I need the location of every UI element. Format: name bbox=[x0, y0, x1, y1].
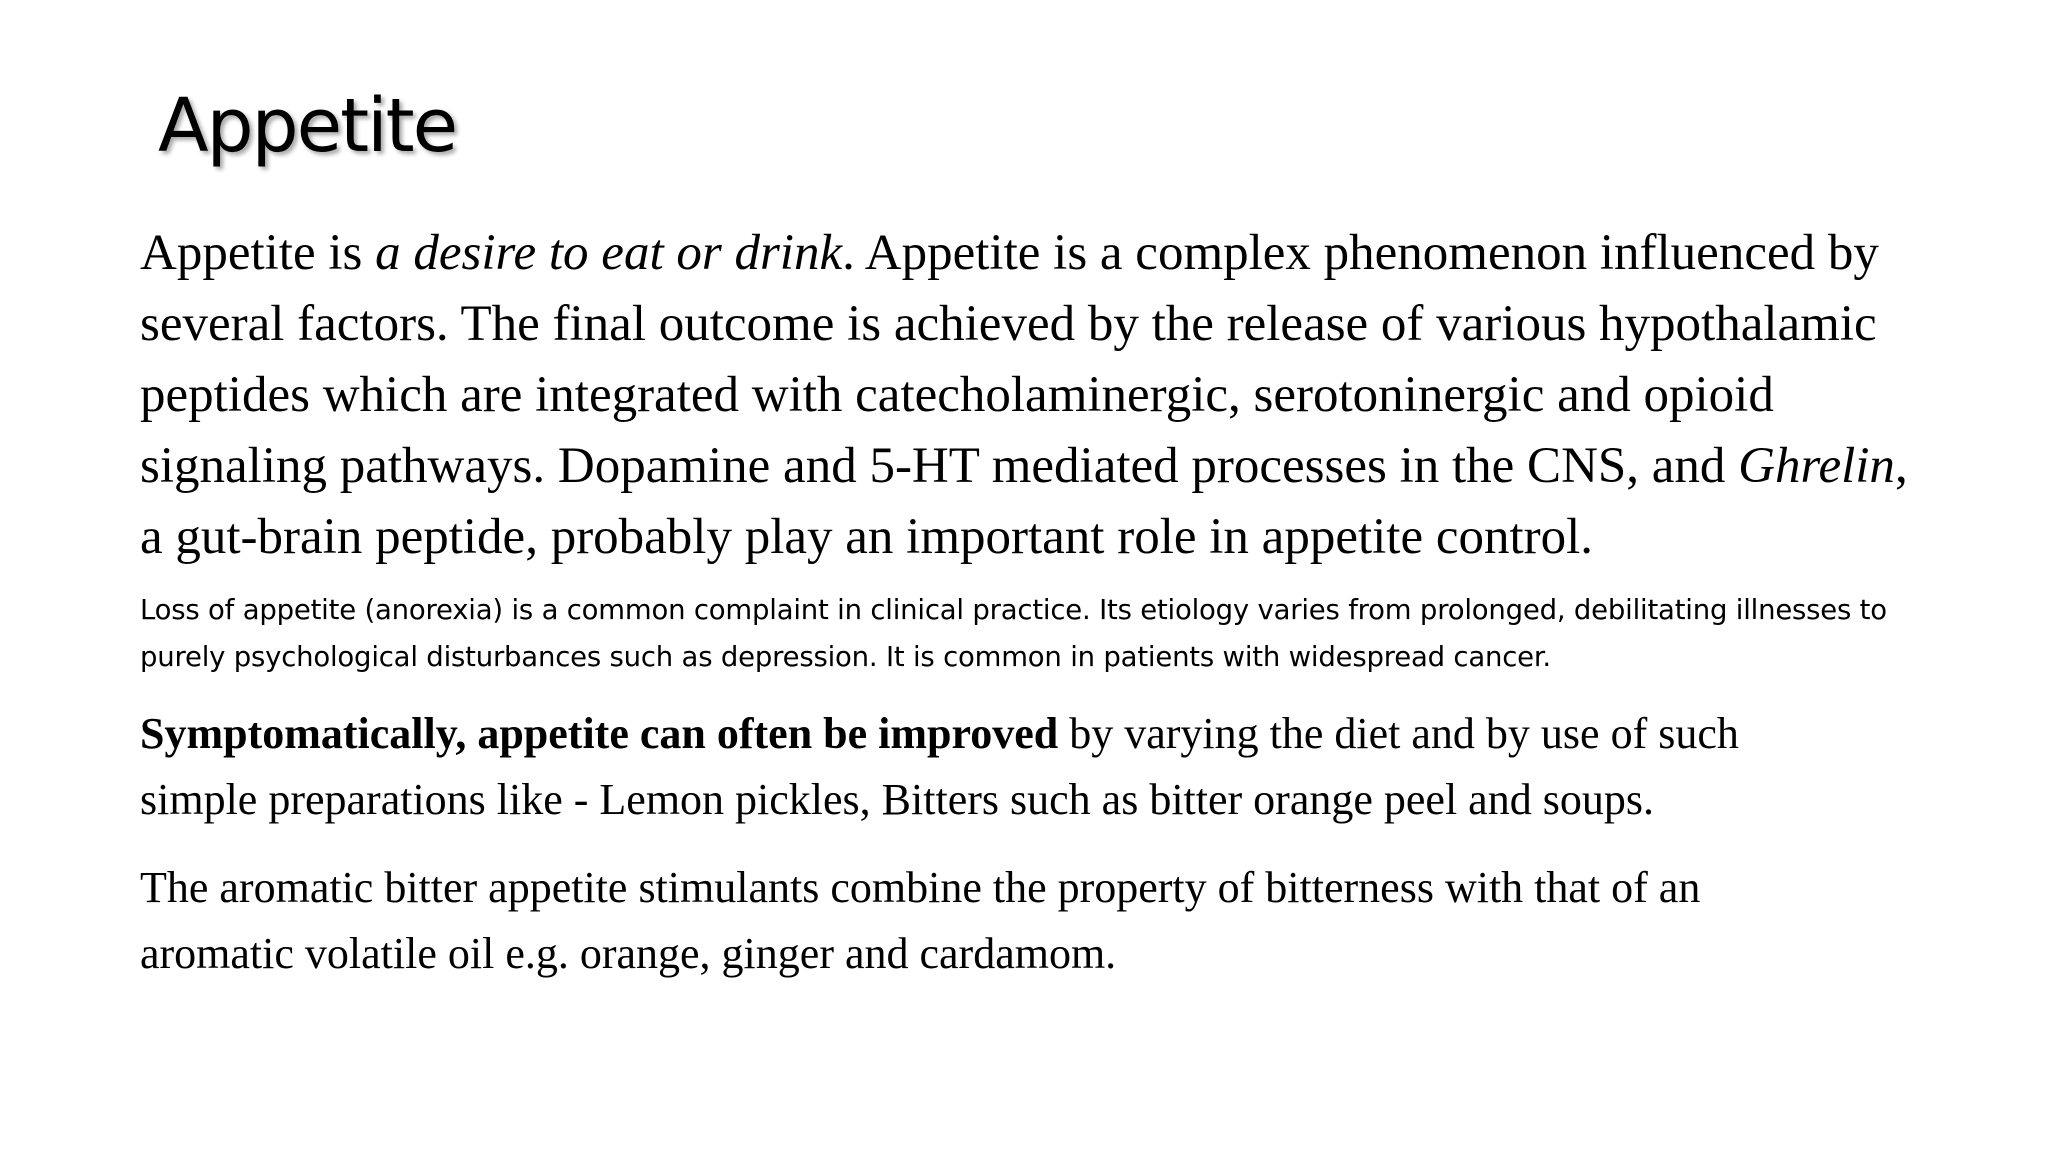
paragraph-aromatic-bitters-line-1: The aromatic bitter appetite stimulants combine the property of bitterness with that of an bbox=[140, 863, 1701, 912]
italic-ghrelin: Ghrelin bbox=[1738, 438, 1895, 494]
paragraph-anorexia-line-1: Loss of appetite (anorexia) is a common complaint in clinical practice. Its etiology varies from prolonged, debilitating illnesses to bbox=[140, 594, 1887, 626]
bold-lead: Symptomatically, appetite can often be improved bbox=[140, 709, 1059, 758]
paragraph-definition-line-4 bbox=[140, 431, 1948, 502]
text-run: Appetite is bbox=[140, 225, 376, 281]
paragraph-symptomatic bbox=[140, 701, 1948, 833]
paragraph-definition-line-5: a gut-brain peptide, probably play an important role in appetite control. bbox=[140, 509, 1594, 565]
paragraph-definition-line-1 bbox=[140, 218, 1948, 289]
paragraph-aromatic-bitters-line-2: aromatic volatile oil e.g. orange, ginger and cardamom. bbox=[140, 929, 1117, 978]
slide-body bbox=[140, 218, 1948, 987]
paragraph-definition bbox=[140, 218, 1948, 573]
paragraph-anorexia bbox=[140, 587, 1948, 681]
text-run: , bbox=[1894, 438, 1908, 494]
paragraph-definition-line-3: peptides which are integrated with catecholaminergic, serotoninergic and opioid bbox=[140, 367, 1774, 423]
paragraph-symptomatic-line-2: simple preparations like - Lemon pickles, Bitters such as bitter orange peel and soups. bbox=[140, 775, 1654, 824]
paragraph-aromatic-bitters bbox=[140, 855, 1948, 987]
italic-definition: a desire to eat or drink bbox=[375, 225, 843, 281]
paragraph-definition-line-2: several factors. The final outcome is achieved by the release of various hypothalamic bbox=[140, 296, 1877, 352]
slide-title: Appetite bbox=[158, 83, 457, 169]
paragraph-symptomatic-line-1 bbox=[140, 701, 1948, 767]
text-run: signaling pathways. Dopamine and 5-HT mediated processes in the CNS, and bbox=[140, 438, 1739, 494]
paragraph-anorexia-line-2: purely psychological disturbances such as depression. It is common in patients with widespread cancer. bbox=[140, 641, 1551, 673]
text-run: by varying the diet and by use of such bbox=[1058, 709, 1739, 758]
text-run: . Appetite is a complex phenomenon influenced by bbox=[842, 225, 1879, 281]
